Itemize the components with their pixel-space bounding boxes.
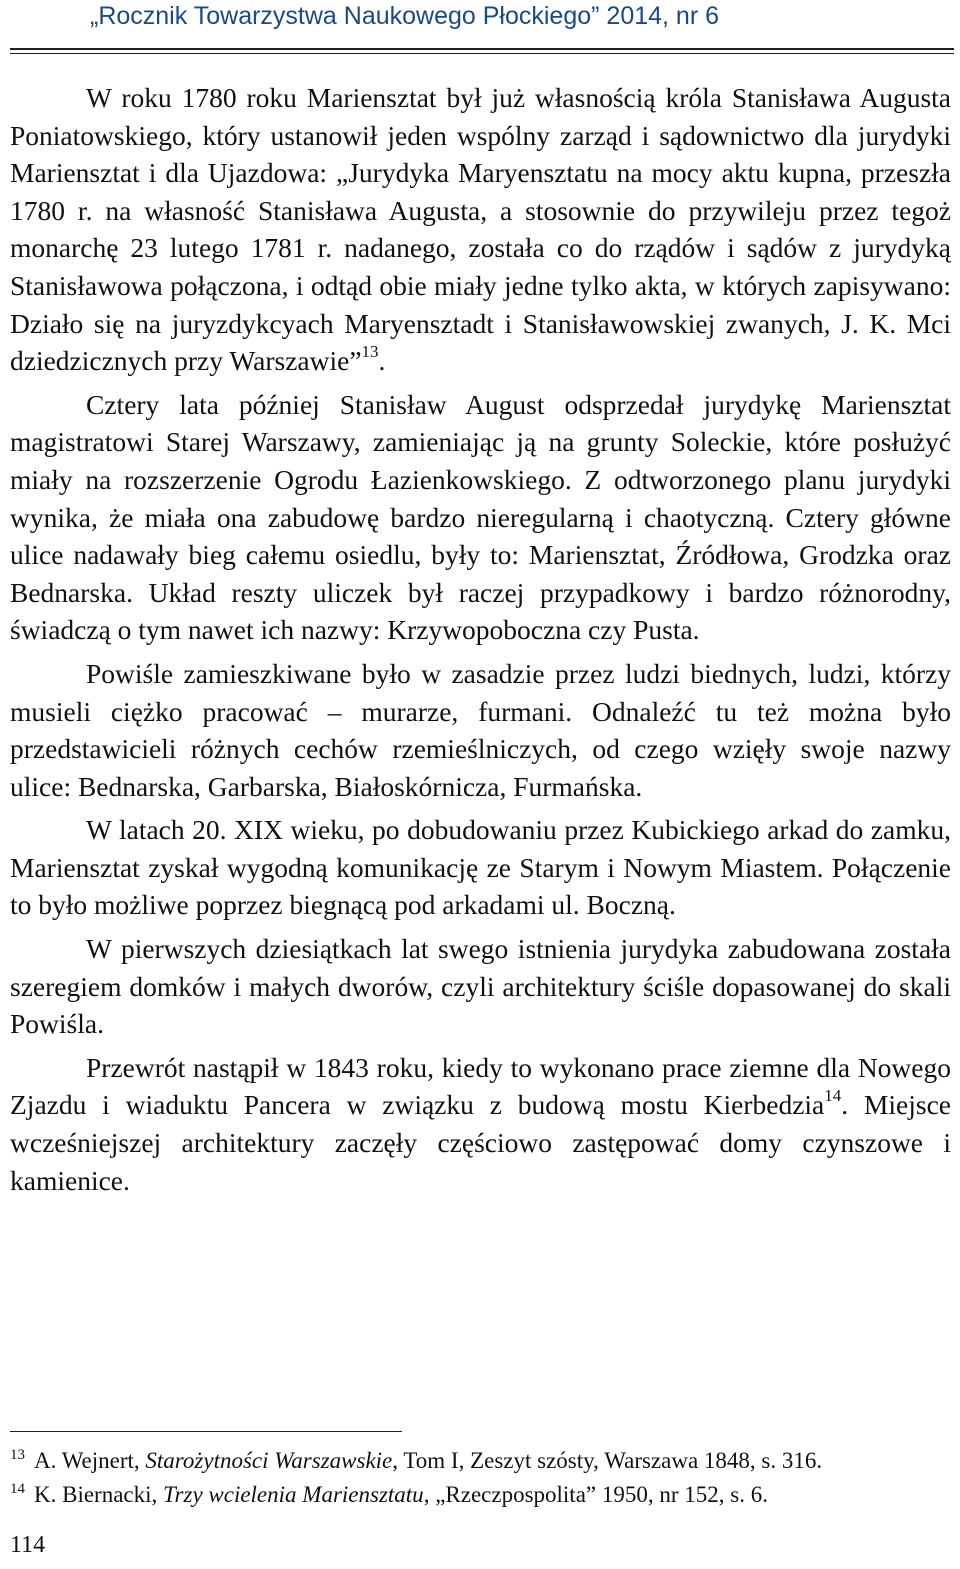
footnote-author: A. Wejnert, — [34, 1448, 146, 1473]
paragraph-2: Cztery lata później Stanisław August odsprzedał jurydykę Mariensztat magistratowi Starej Warszawy, zamieniając ją na grunty Soleckie, które posłużyć miały na rozszerzenie Ogrodu Łazienkowskiego. Z odtworzonego planu jurydyki wynika, że miała ona zabudowę bardzo nieregularną i chaotyczną. Cztery główne ulice nadawały bieg całemu osiedlu, były to: Mariensztat, Źródłowa, Grodzka oraz Bednarska. Układ reszty uliczek był raczej przypadkowy i bardzo różnorodny, świadczą o tym nawet ich nazwy: Krzywopoboczna czy Pusta. — [10, 388, 951, 646]
paragraph-6 — [10, 1049, 951, 1199]
paragraph-1-tail: . — [378, 345, 386, 377]
paragraph-5: W pierwszych dziesiątkach lat swego istnienia jurydyka zabudowana została szeregiem domków i małych dworów, czyli architektury ściśle dopasowanej do skali Powiśla. — [10, 933, 951, 1040]
footnote-details: , „Rzeczpospolita” 1950, nr 152, s. 6. — [423, 1482, 768, 1507]
footnote-details: , Tom I, Zeszyt szósty, Warszawa 1848, s. 316. — [392, 1448, 823, 1473]
page-number: 114 — [10, 1532, 46, 1558]
footnote-title: Trzy wcielenia Mariensztatu — [163, 1482, 424, 1507]
paragraph-3: Powiśle zamieszkiwane było w zasadzie przez ludzi biednych, ludzi, którzy musieli ciężko pracować – murarze, furmani. Odnaleźć tu też można było przedstawicieli różnych cechów rzemieślniczych, od czego wzięły swoje nazwy ulice: Bednarska, Garbarska, Białoskórnicza, Furmańska. — [10, 657, 951, 802]
paragraph-4: W latach 20. XIX wieku, po dobudowaniu przez Kubickiego arkad do zamku, Mariensztat zyskał wygodną komunikację ze Starym i Nowym Miastem. Połączenie to było możliwe poprzez biegnącą pod arkadami ul. Boczną. — [10, 814, 951, 921]
running-header: „Rocznik Towarzystwa Naukowego Płockiego” 2014, nr 6 — [90, 2, 720, 30]
footnote-14: 14 K. Biernacki, Trzy wcielenia Mariensztatu, „Rzeczpospolita” 1950, nr 152, s. 6. — [10, 1481, 768, 1507]
paragraph-1-text: W roku 1780 roku Mariensztat był już własnością króla Stanisława Augusta Poniatowskiego, który ustanowił jeden wspólny zarząd i sądownictwo dla jurydyki Mariensztat i dla Ujazdowa: „Jurydyka Maryensztatu na mocy aktu kupna, przeszła 1780 r. na własność Stanisława Augusta, a stosownie do przywileju przez tegoż monarchę 23 lutego 1781 r. nadanego, została co do rządów i sądów z jurydyką Stanisławowa połączona, i odtąd obie miały jedne tylko akta, w których zapisywano: Działo się na juryzdykcyach Maryensztadt i Stanisławowskiej zwanych, J. K. Mci dziedzicznych przy Warszawie” — [10, 82, 951, 377]
footnotes — [10, 1444, 951, 1512]
footnote-author: K. Biernacki, — [34, 1482, 164, 1507]
paragraph-1 — [10, 79, 951, 380]
header-rule — [10, 48, 954, 54]
footnote-separator — [10, 1431, 402, 1432]
footnote-13: 13 A. Wejnert, Starożytności Warszawskie, Tom I, Zeszyt szósty, Warszawa 1848, s. 316. — [10, 1447, 823, 1473]
article-body — [10, 79, 951, 1199]
footnote-title: Starożytności Warszawskie — [145, 1448, 393, 1473]
footnote-ref-13[interactable]: 13 — [361, 342, 379, 361]
paragraph-6-text: Przewrót nastąpił w 1843 roku, kiedy to wykonano prace ziemne dla Nowego Zjazdu i wiaduktu Pancera w związku z budową mostu Kierbedzia — [10, 1051, 951, 1121]
footnote-ref-14[interactable]: 14 — [824, 1086, 842, 1106]
paragraph-6-tail: . Miejsce wcześniejszej architektury zaczęły częściowo zastępować domy czynszowe i kamienice. — [10, 1089, 951, 1196]
